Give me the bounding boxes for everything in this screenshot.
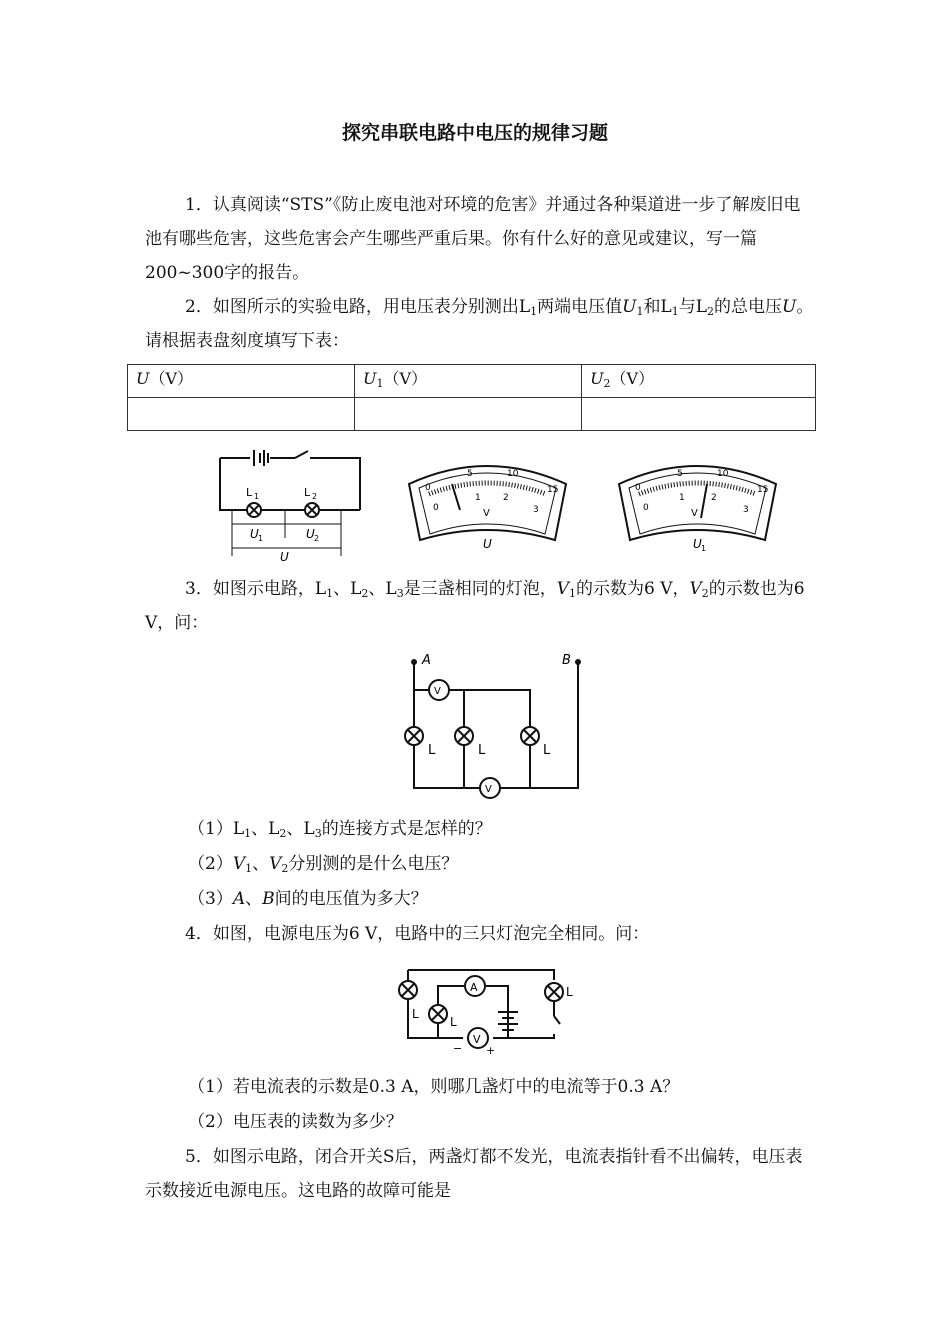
subscript: 2	[312, 492, 318, 501]
ammeter-voltmeter-circuit-diagram	[398, 962, 598, 1058]
question-4-sub-2: （2）电压表的读数为多少？	[188, 1112, 403, 1132]
tick-label: 1	[679, 493, 685, 503]
table-header-cell: $U_1(V)$	[355, 365, 582, 398]
table-header-cell: $U_2(V)$	[582, 365, 816, 398]
subscript: 1	[258, 534, 264, 543]
tick-label: 0	[643, 503, 649, 513]
dial-caption-u: U	[483, 537, 492, 551]
question-3-sub-2: $(2)V_1$、$V_2$分别测的是什么电压？	[188, 854, 459, 875]
dial-caption-u1: U	[693, 537, 702, 551]
tick-label: 15	[547, 485, 559, 495]
tick-label: 10	[717, 469, 729, 479]
series-circuit-diagram	[210, 448, 370, 564]
lamp-label-l1: L	[428, 743, 436, 758]
table-cell	[355, 398, 582, 431]
page-title: 探究串联电路中电压的规律习题	[341, 122, 608, 144]
three-lamp-circuit-diagram	[400, 650, 590, 800]
u2-label: U	[306, 527, 315, 541]
lamp-label-l1: L	[246, 486, 253, 499]
dial-unit: V	[691, 508, 698, 519]
question-5: 5．如图示电路，闭合开关S后，两盏灯都不发光，电流表指针看不出偏转，电压表示数接近电源电压。这电路的故障可能是	[145, 1147, 803, 1201]
table-cell	[128, 398, 355, 431]
voltmeter-label: V	[473, 1033, 481, 1046]
question-4-sub-1: （1）若电流表的示数是0.3 A，则哪几盏灯中的电流等于0.3 A？	[188, 1077, 680, 1097]
tick-label: 5	[467, 469, 473, 479]
u-label: U	[280, 550, 289, 564]
tick-label: 3	[743, 505, 749, 515]
question-4: 4．如图，电源电压为6 V，电路中的三只灯泡完全相同。问：	[185, 924, 650, 944]
voltmeter-dial-u	[405, 458, 570, 553]
subscript: 1	[254, 492, 260, 501]
table-row	[128, 398, 816, 431]
dial-unit: V	[483, 508, 490, 519]
table-row	[128, 365, 816, 398]
question-3: 3．如图示电路，$L_1$、$L_2$、$L_3$是三盏相同的灯泡，$V_1$的示数为6 V，$V_2$的示数也为6 V，问：	[145, 579, 805, 633]
tick-label: 3	[533, 505, 539, 515]
lamp-label-l3: L	[450, 1015, 457, 1029]
tick-label: 0	[425, 483, 431, 493]
tick-label: 0	[433, 503, 439, 513]
tick-label: 2	[711, 493, 717, 503]
question-3-sub-1: $(1)L_1$、$L_2$、$L_3$的连接方式是怎样的？	[188, 819, 492, 840]
table-cell	[582, 398, 816, 431]
tick-label: 0	[635, 483, 641, 493]
question-2: 2．如图所示的实验电路，用电压表分别测出$L_1$两端电压值$U_1$和$L_1$与$L_2$的总电压U。请根据表盘刻度填写下表：	[145, 297, 814, 351]
lamp-label-l2: L	[412, 1007, 419, 1021]
ammeter-label: A	[470, 981, 478, 994]
u1-label: U	[250, 527, 259, 541]
lamp-label-l2: L	[304, 486, 311, 499]
subscript: 2	[314, 534, 320, 543]
subscript: 1	[701, 544, 707, 553]
lamp-label-l2: L	[478, 743, 486, 758]
tick-label: 10	[507, 469, 519, 479]
table-header-cell: U（V）	[128, 365, 355, 398]
lamp-label-l1: L	[566, 985, 573, 999]
tick-label: 5	[677, 469, 683, 479]
terminal-b-label: B	[562, 653, 571, 668]
minus-terminal: −	[453, 1042, 463, 1055]
voltmeter-v1-label: V	[434, 686, 441, 697]
question-3-sub-3: （3）A、B间的电压值为多大？	[188, 889, 428, 909]
voltmeter-dial-u1	[615, 458, 780, 553]
question-1: 1．认真阅读“STS”《防止废电池对环境的危害》并通过各种渠道进一步了解废旧电池有哪些危害，这些危害会产生哪些严重后果。你有什么好的意见或建议，写一篇200~300字的报告。	[145, 195, 801, 283]
terminal-a-label: A	[422, 653, 431, 668]
voltage-table	[127, 364, 816, 431]
tick-label: 2	[503, 493, 509, 503]
tick-label: 15	[757, 485, 769, 495]
lamp-label-l3: L	[543, 743, 551, 758]
voltmeter-v2-label: V	[485, 784, 492, 795]
tick-label: 1	[475, 493, 481, 503]
plus-terminal: +	[486, 1044, 496, 1057]
